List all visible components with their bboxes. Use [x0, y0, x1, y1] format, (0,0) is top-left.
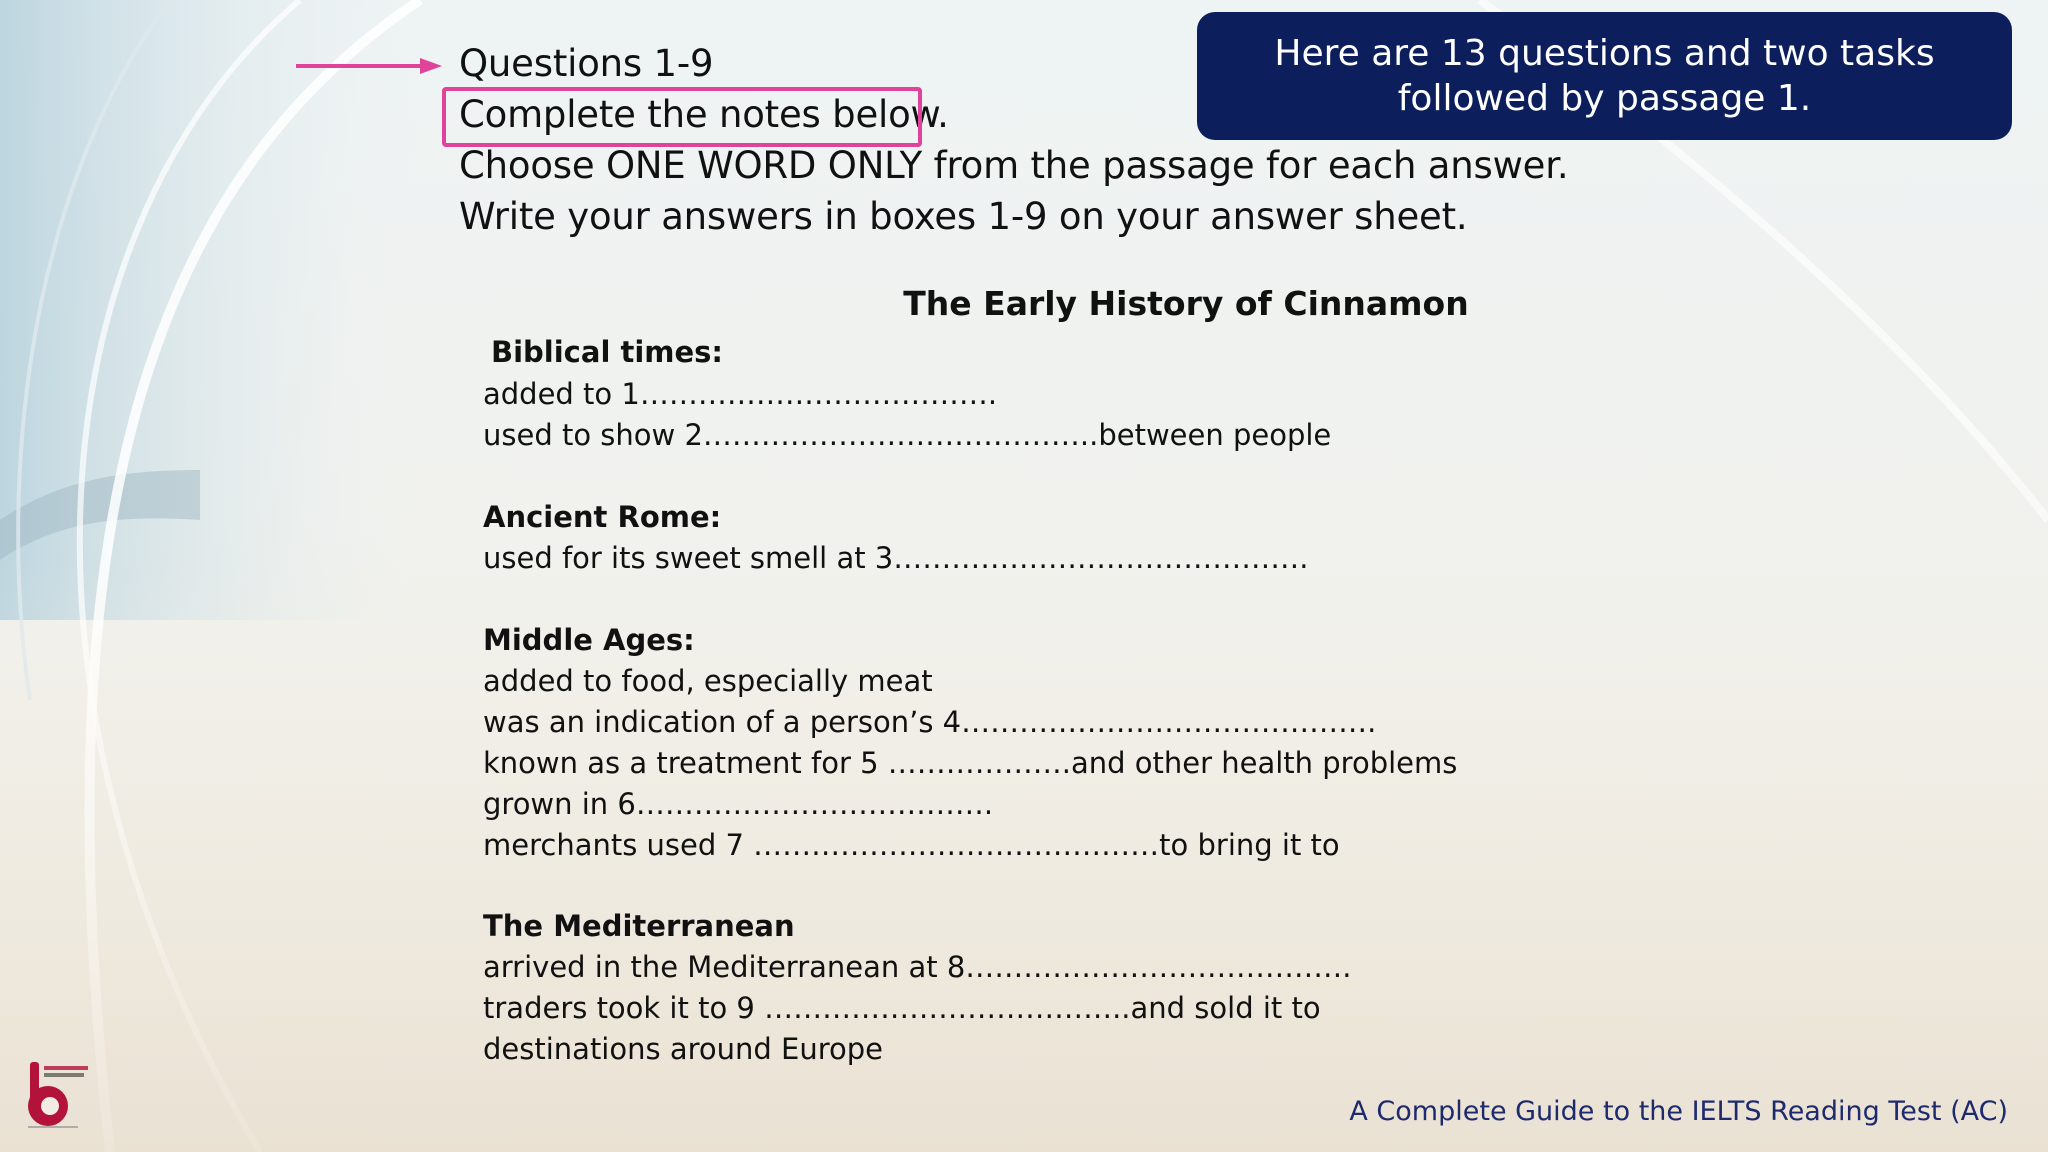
- note-line: grown in 6……………………………….: [483, 787, 994, 821]
- callout-text: Here are 13 questions and two tasks followed by passage 1.: [1274, 33, 1935, 119]
- note-line: arrived in the Mediterranean at 8………………………………….: [483, 950, 1352, 984]
- arrow-right-icon: [296, 56, 442, 76]
- note-line: merchants used 7 ……………………………………to bring it to: [483, 828, 1340, 862]
- ieltsbackup-logo: [24, 1058, 94, 1130]
- section-heading-middle-ages: Middle Ages:: [483, 623, 695, 657]
- questions-heading: Questions 1-9: [459, 42, 714, 85]
- instruction-complete-notes: Complete the notes below.: [459, 93, 949, 136]
- note-line: added to food, especially meat: [483, 664, 933, 698]
- note-line: used for its sweet smell at 3…………………………………….: [483, 541, 1309, 575]
- footer-guide-title: A Complete Guide to the IELTS Reading Test (AC): [1349, 1096, 2008, 1127]
- note-line: added to 1……………………………….: [483, 377, 998, 411]
- section-heading-rome: Ancient Rome:: [483, 500, 722, 534]
- note-line: destinations around Europe: [483, 1032, 883, 1066]
- instruction-write-answers: Write your answers in boxes 1-9 on your answer sheet.: [459, 195, 1468, 238]
- info-callout: [1197, 12, 2012, 140]
- note-line: used to show 2…………………………………..between people: [483, 418, 1332, 452]
- note-line: known as a treatment for 5 ……………….and other health problems: [483, 746, 1458, 780]
- notes-title: The Early History of Cinnamon: [903, 284, 1469, 323]
- note-line: was an indication of a person’s 4…………………………………….: [483, 705, 1377, 739]
- section-heading-biblical: Biblical times:: [491, 335, 724, 369]
- instruction-choose-word: Choose ONE WORD ONLY from the passage for each answer.: [459, 144, 1569, 187]
- section-heading-mediterranean: The Mediterranean: [483, 909, 795, 943]
- note-line: traders took it to 9 ………………………………..and sold it to: [483, 991, 1321, 1025]
- highlight-box: [442, 87, 922, 147]
